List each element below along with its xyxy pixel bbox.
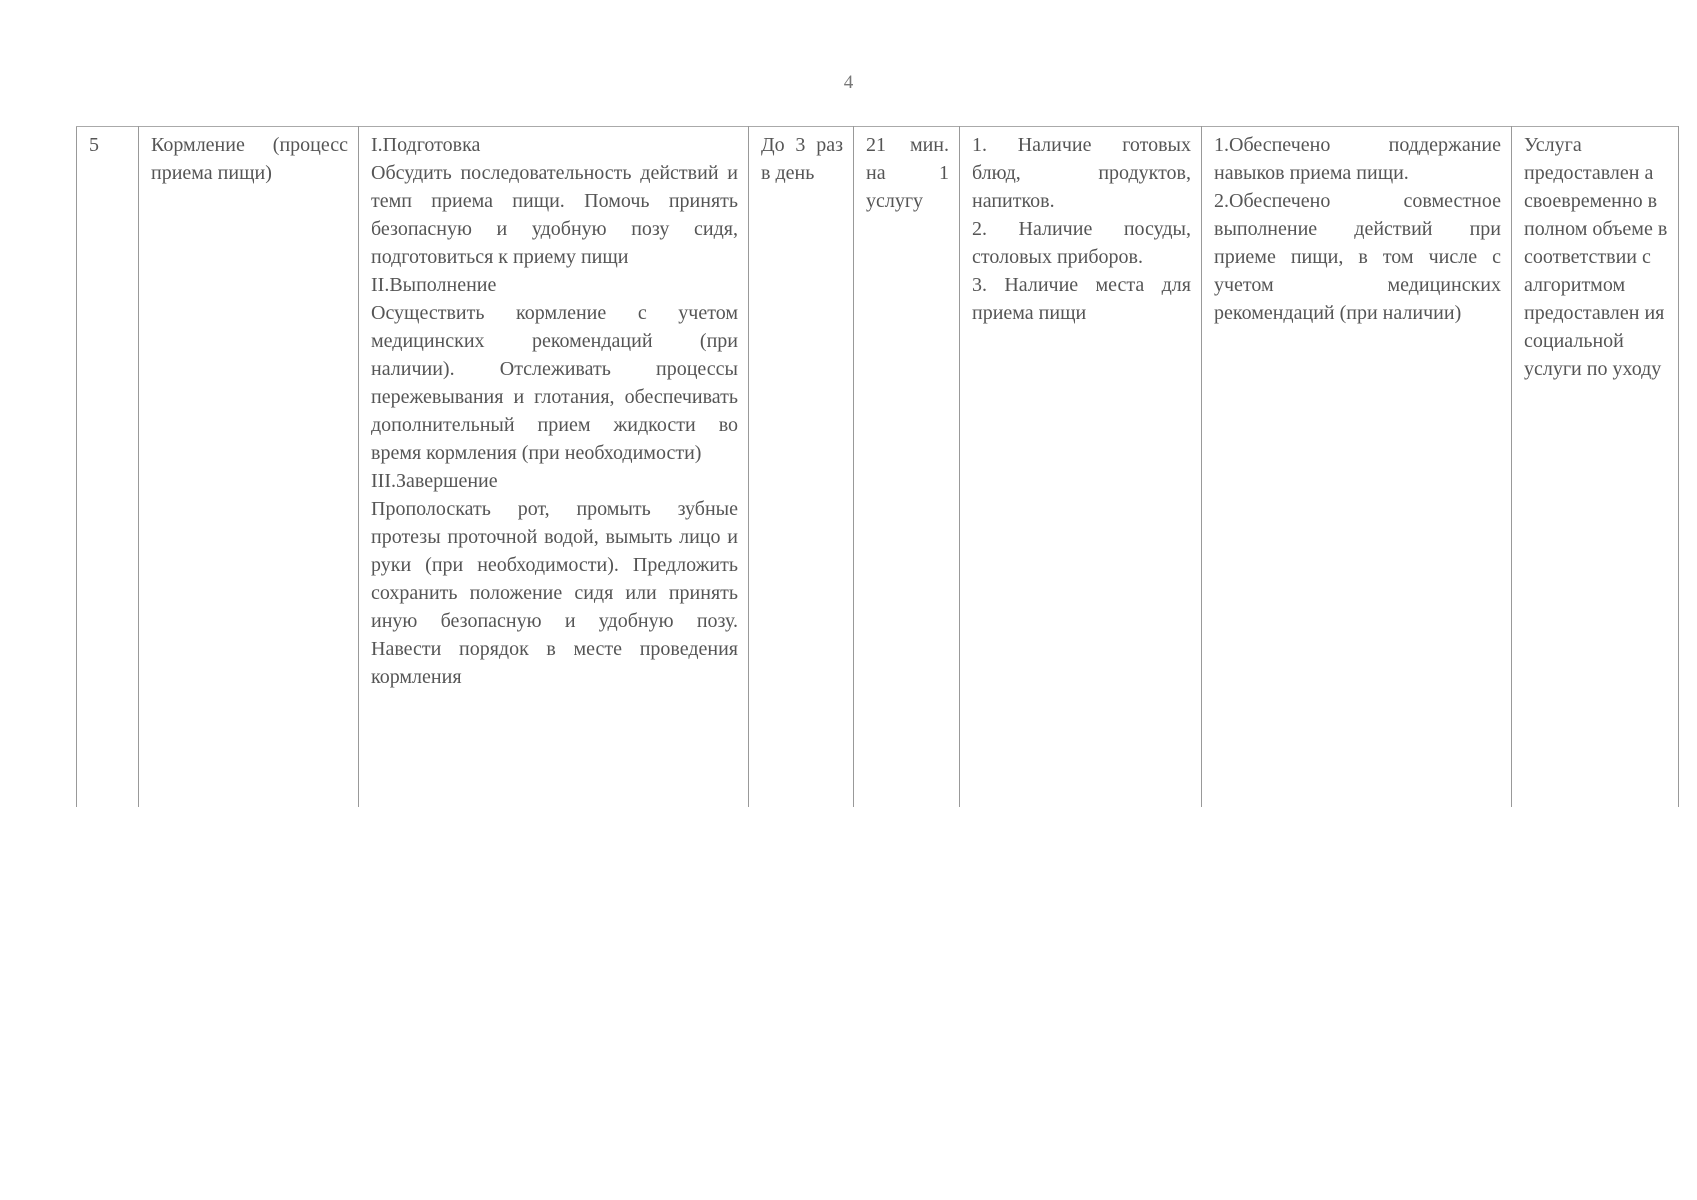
frequency-cell [749, 127, 854, 808]
page-number: 4 [843, 72, 854, 93]
exec-text: Осуществить кормление с учетом медицинских рекомендаций (при наличии). Отслеживать процессы пережевывания и глотания, обеспечивать дополнительный прием жидкости во время кормления (при необходимости) [371, 302, 738, 464]
result-item: 1.Обеспечено поддержание навыков приема пищи. [1214, 134, 1501, 184]
duration-cell [854, 127, 960, 808]
conditions-cell [960, 127, 1202, 808]
prep-heading: I.Подготовка [371, 134, 481, 156]
frequency: До 3 раз в день [761, 134, 843, 184]
prep-text: Обсудить последовательность действий и темп приема пищи. Помочь принять безопасную и удобную позу сидя, подготовиться к приему пищи [371, 162, 738, 268]
evaluation-cell [1512, 127, 1679, 808]
row-number-cell [77, 127, 139, 808]
result-item: 2.Обеспечено совместное выполнение действий при приеме пищи, в том числе с учетом медицинских рекомендаций (при наличии) [1214, 190, 1501, 324]
finish-heading: III.Завершение [371, 470, 498, 492]
duration: 21 мин. на 1 услугу [866, 134, 949, 212]
condition-item: 1. Наличие готовых блюд, продуктов, напитков. [972, 134, 1191, 212]
service-name-cell [139, 127, 359, 808]
row-number: 5 [89, 134, 99, 156]
procedure-cell [359, 127, 749, 808]
condition-item: 3. Наличие места для приема пищи [972, 274, 1191, 324]
evaluation: Услуга предоставлен а своевременно в полном объеме в соответствии с алгоритмом предоставлен ия социальной услуги по уходу [1524, 134, 1668, 380]
condition-item: 2. Наличие посуды, столовых приборов. [972, 218, 1191, 268]
table-row [77, 127, 1679, 808]
service-name: Кормление (процесс приема пищи) [151, 134, 348, 184]
results-cell [1202, 127, 1512, 808]
service-table [76, 126, 1679, 807]
exec-heading: II.Выполнение [371, 274, 497, 296]
finish-text: Прополоскать рот, промыть зубные протезы проточной водой, вымыть лицо и руки (при необходимости). Предложить сохранить положение сидя или принять иную безопасную и удобную позу. Навести порядок в месте проведения кормления [371, 498, 738, 688]
